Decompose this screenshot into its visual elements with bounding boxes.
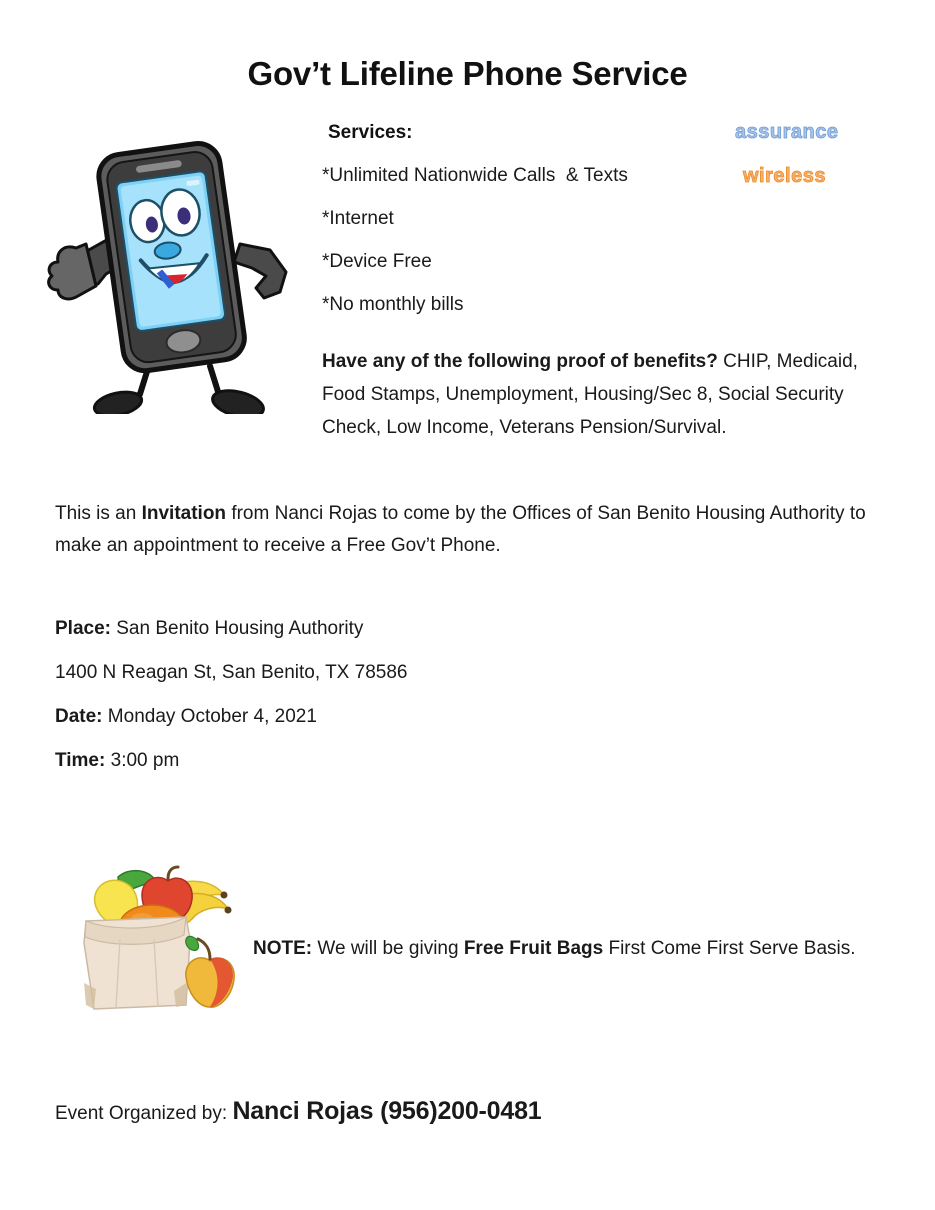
services-item: *Device Free bbox=[322, 251, 432, 272]
note-text-before: We will be giving bbox=[312, 938, 464, 959]
services-block bbox=[322, 122, 722, 337]
event-details-block bbox=[55, 618, 655, 772]
services-item: *No monthly bills bbox=[322, 294, 464, 315]
benefits-list: CHIP, Medicaid, Food Stamps, Unemployment, Housing/Sec 8, Social Security Check, Low Income, Veterans Pension/Survival. bbox=[322, 351, 858, 438]
date-label: Date: bbox=[55, 706, 103, 727]
place-label: Place: bbox=[55, 618, 111, 639]
invitation-text-after: from Nanci Rojas to come by the Offices of San Benito Housing Authority to make an appointment to receive a Free Gov’t Phone. bbox=[55, 503, 866, 556]
time-label: Time: bbox=[55, 750, 106, 771]
detail-row-place bbox=[55, 618, 655, 640]
note-paragraph bbox=[253, 932, 878, 965]
note-text-after: First Come First Serve Basis. bbox=[603, 938, 856, 959]
assurance-wireless-logo bbox=[735, 122, 895, 204]
place-value: San Benito Housing Authority bbox=[110, 618, 364, 639]
logo-text-assurance: assurance bbox=[735, 121, 839, 143]
page-title: Gov’t Lifeline Phone Service bbox=[247, 55, 688, 92]
note-emphasis: Free Fruit Bags bbox=[463, 938, 604, 959]
benefits-paragraph bbox=[55, 345, 883, 444]
detail-row-time bbox=[55, 750, 655, 772]
invitation-paragraph bbox=[55, 498, 885, 562]
invitation-emphasis: Invitation bbox=[141, 503, 227, 524]
benefits-question: Have any of the following proof of benefits? bbox=[322, 351, 718, 372]
address-value: 1400 N Reagan St, San Benito, TX 78586 bbox=[55, 662, 408, 683]
organizer-prefix: Event Organized by: bbox=[55, 1103, 228, 1124]
organizer-name-phone: Nanci Rojas (956)200-0481 bbox=[232, 1097, 542, 1125]
time-value: 3:00 pm bbox=[105, 750, 180, 771]
note-label: NOTE: bbox=[253, 938, 313, 959]
services-heading: Services: bbox=[328, 122, 413, 143]
mascot-text-wrap-spacer bbox=[55, 345, 322, 413]
detail-row-date bbox=[55, 706, 655, 728]
services-item: *Internet bbox=[322, 208, 394, 229]
footer-organizer-line bbox=[55, 1097, 542, 1126]
detail-row-address bbox=[55, 662, 655, 684]
logo-text-wireless: wireless bbox=[743, 165, 826, 187]
invitation-text-before: This is an bbox=[55, 503, 142, 524]
services-item: *Unlimited Nationwide Calls & Texts bbox=[322, 165, 628, 186]
date-value: Monday October 4, 2021 bbox=[102, 706, 317, 727]
fruit-bag-image bbox=[62, 855, 252, 1023]
